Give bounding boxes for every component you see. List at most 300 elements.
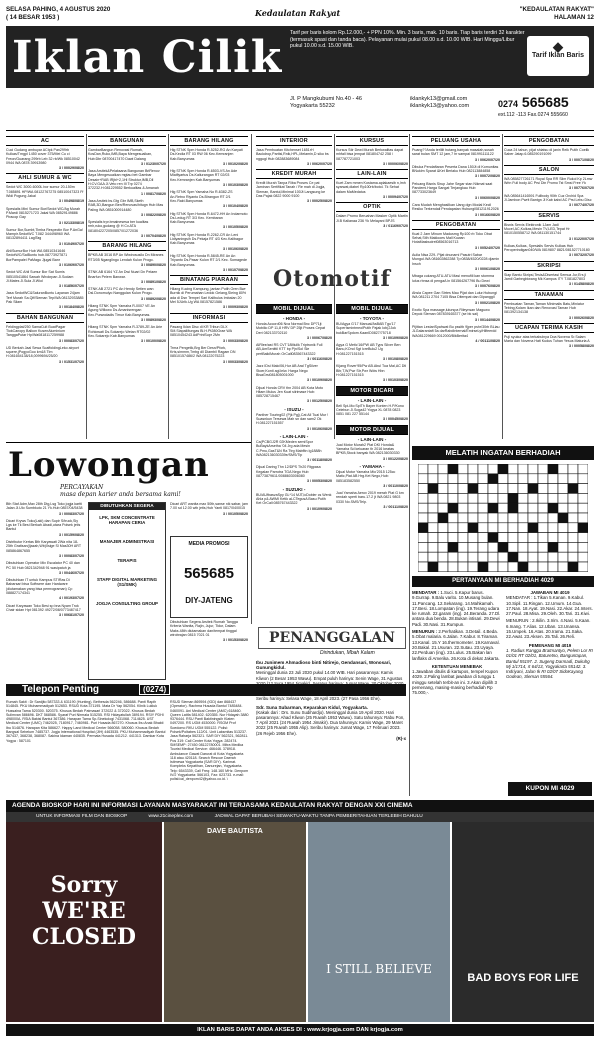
crossword-cell [568,533,578,543]
lowongan-column-3 [170,502,248,536]
skm-ad-box [88,502,166,680]
telepon-col2: RSUD Sleman 869594 (IGD) dan 868437 (Operator). Rachma Husada Bantul 7485484. 0460091. Ani Medical Center (AMC) 618460. Queen Latifa 581402. 620355. Nur Hidayah 3880 9376444. RSU Panti Baktiningsih Klaten 0497200. RS UGM 4530000. RSGM Prof Soedomo RKU UGM 555122. Polisi: Polsek/Poltabes 112/01. Unit Laksmitas 513237. Jasa Raharja 562321. SAR DIY 562321, 562811. Pos 319: Call Center Kota Yogya: 282474. SMSEMP: 27450 08122780001. Mitra Medika Tourist Medical Service: 466446. 378918. Ambulance Gawat Darurat di Kota Yogyakarta 118 atau 420118. Search Rescue Daerah Istimewa Yogyakarta (SAR DIY). Karimat. Kompleks Kepatihan, Danurejan, Yogyakarta. Telp: 6543339, Call Freq: 148.160 MHz. Denpom IV/2 Yogyakarta: 566103, Fax: 623733. e-mail: polisi/cal_denpom42@yahoo.co.id. \ [170,700,249,782]
phone-number [498,94,569,110]
ad-text: Hlg STNK Spm Honda R-6472-HH An Indarmoto Ds.Ledug RT 3/3 Kec. Kembaran Kab.Banyumas [170,211,248,225]
ad-code: 3 / 00109/08/20 [307,378,332,383]
pemenang-list: 1. Radius Rangga Bratmantyo, Pelem Lor RI 01/01 RT 02/01, Baturetno, Banguntapan, Bantul 55197. 2. Sugeng Darmadi, Dukuhg Mj 1/1714, rt 64/13, Yogyakarta 55142. 3. Indriyani, Jalan Ik RI 02/07 SidoKayang Godean, Sleman 55564. [506,647,593,680]
menurun-clues: 2.Perhatikan. 3.Detail. 4.Beda. 5.Obat malaria. 6.Jalan. 7.Kabur. 8.Tiraman. 13.Kanal. 15.Y 16.thermometer. 19.Karnaval. 20.Bakal. 21.Usuran. 22.Sutau. 23.Uyaya. 22.Perduan (ing). 23.Lulus. 25.Bakan lan lanflaks di Amerika. 26.Kota di dekat Jakarta. [412,629,500,661]
ad-text: Sedot WC Ahli Sumur Bor Sat Sumis 08510541864 Sawah Wirokrpan Jl.Sodam Jl.Mates Jl.Sula Jl.Wiol [6,270,74,283]
crossword-cell [498,542,508,552]
classified-ad [504,302,594,320]
classified-ad [88,287,166,301]
otomotif-honda-column [256,302,332,622]
crossword-cell [528,474,538,484]
crossword-cell [558,533,568,543]
ad-text: Dalam Promo Beruahan Masker Optik Martin Jl.B Kalianaa 236 Yk Melayani BPJS [336,214,408,223]
column-3 [170,134,248,439]
ad-text: Aulia Nisa 229- Pijat dnunarni Pasutri Sabar MunguI.WA 081602862288 Tp:0838/4520/0228 djamin Insoh [412,253,500,266]
crossword-cell [428,464,438,474]
classified-ad [336,148,408,166]
obituary-signature: (R)-x [396,735,406,741]
cinema-info-right: JADWAL DAPAT BERUBAH SEWAKTU-WAKTU TANPA PEMBERITAHUAN TERLEBIH DAHULU [214,814,423,819]
brand-subheading: - LAIN-LAIN - [357,436,387,442]
crossword-cell [428,523,438,533]
divider [409,134,410,796]
crossword-cell [418,493,428,503]
crossword-cell [448,464,458,474]
crossword-cell [578,542,588,552]
classified-ad [6,561,84,575]
column-section-heading: UCAPAN TERIMA KASIH [504,323,594,333]
crossword-cell [428,493,438,503]
crossword-cell [508,533,518,543]
crossword-cell [418,484,428,494]
crossword-cell [478,552,488,562]
ad-code: 3 / 00891/08/20 [141,279,166,284]
crossword-cell [498,513,508,523]
crossword-cell [538,523,548,533]
ad-text: Dijual Daring Thn 12/DPS Th20 Rtgpasa Kegalan Parrotra TGA Nego Hub 08773879611/0088603006080 [256,465,321,479]
lowongan-sub1: PERCAYAKAN [60,484,104,491]
crossword-cell [508,523,518,533]
ad-text: STNK AB 6164 YZ An Dwi Nuari Dn Pelaen Bnarfun Pelem Banwar. [88,270,158,279]
classified-ad [6,207,84,225]
brand-subheading: - SUZUKI - [282,486,306,492]
ad-code: 3 / 00620/07/20 [475,157,500,162]
column-section-heading: SKRIPSI [504,261,594,271]
ad-code: 3 / 00109/08/20 [383,335,408,340]
crossword-cell [538,503,548,513]
crossword-cell [548,562,558,572]
ad-code: 3 / 00116/08/20 [307,357,332,362]
ad-text: Siap Bantu Skripsi,Tesis&Disertasi Semua Jur,Ers jl Jamil Garbngbiwang Mk Kampus ITY T.081827803 [504,272,587,282]
column-section-heading: BARANG HILANG [170,136,248,146]
ad-text: Kuet Zam mmen Kostama.aplakaesib n,lmh syarwat,diabel Rp100rb/botol. Tk Sehat dalam MaMedatus [336,181,406,194]
tarif-logo-text: Tarif Iklan Baris [531,52,584,59]
ad-code: 3 / 00102/08/20 [223,161,248,166]
ad-text: BPKB AB 3016 BP An Wiwirosusilo Dn Miranes RT3/05 Nganglingo Lendah Kulon Progo. [88,253,164,262]
lowongan-column-3b [170,620,248,680]
crossword-cell [438,503,448,513]
classified-ad [336,181,408,199]
ad-text: Distributor Kertas Bth Karyawati 2Wa nita 18-25th Gratisan(Ijazah,Wb)0sige Sl Mas30H ART 085864867655 [6,540,81,553]
ad-text: Jasa Pembuatan Kitchenset 1651rH Backdrop,Partisi,Rnik,HPL,Melamin,D siko bs nggugl Hub 082883689084 [256,148,329,161]
divider [168,134,169,439]
ad-code: 3 / 00106/08/20 [307,426,332,431]
crossword-cell [418,562,428,572]
ad-code: 3 / 00067/08/20 [307,335,332,340]
classified-ad [256,322,332,340]
ad-code: 3 / 00524/07/20 [475,245,500,250]
crossword-cell [518,533,528,543]
ad-text: Mbaga cukang ATU-ATU Masi menufili kan stomma lulus rbnsa di pengaA ln 081564267796 Bu Dewi [412,274,494,283]
crossword-cell [498,533,508,543]
column-section-heading: PELUANG USAHA [412,136,500,146]
ad-text: Cara Mudah Menghasilkan Uang dgn Modal Kecil Resiko Terkendali Pendapatan Hubungi081211912026 [412,202,499,212]
crossword-cell [558,523,568,533]
crossword-heading: MELATIH INGATAN BERHADIAH [412,446,594,460]
classified-ad [88,270,166,284]
column-section-heading: MOTOR DICARI [336,386,408,396]
ad-text: Bisnis Servis Elektronik 1Jam Jadi Mucel,AC,Kulkas,Mesin TV,LED,Tepat Hr 0810150558712 WA 081130151744 [504,222,570,236]
crossword-cell [578,474,588,484]
crossword-cell [448,533,458,543]
crossword-cell [538,493,548,503]
classified-ad [504,177,594,191]
classified-ad [336,443,408,461]
crossword-cell [448,513,458,523]
crossword-cell [438,493,448,503]
crossword-cell [478,513,488,523]
crossword-cell [548,523,558,533]
obituary-title2: Sdr. Suna Subarman, Keparakan Kidul, Yogyakarta. [256,704,368,710]
classified-ad [88,199,166,217]
skm-ad-line: LPK, SKM CONCENTRATE HARAPAN CERIA [99,515,155,525]
ad-text: Puji syukur atas terkabulnya Doa Novena Sr.Salam Maria dan Novena Hati Kudus Tuhan Yesus Maturia A [504,334,590,344]
ad-text: Kredit Murah Tanpa Riba Proses Ce pat Jaminan Sertifikat Tanah / Re mah di Jogja, Sleman, Bantul,Minimal 100Jt Langsung ke Das Pajak 0822 9000 9100 [256,181,326,199]
crossword-cell [578,484,588,494]
crossword-cell [418,464,428,474]
crossword-cell [568,474,578,484]
crossword-cell [448,552,458,562]
ad-text: Kulkas,Kulkas, Spesialis Servis Kulkas Hub Peroperindigan040/WA 0819807 8821/081527710180 [504,243,590,253]
crossword-cell [458,474,468,484]
column-2 [88,134,166,439]
ad-code: 3 / 00125/08/20 [307,399,332,404]
ad-text: Jual Motor Murah2 Plat DKI Honda& Yamaha Sd keluaran th 2016 keatas BPKB,Stock banyak WA 082136030330 [336,442,400,456]
obituary-text [256,660,406,796]
classified-ad [256,440,332,462]
ad-code: 3 / 00083/07/20 [59,553,84,558]
ad-code: 3 / 00776/07/20 [569,186,594,191]
ad-text: Ahsla Capee Gan Strtes Mau Pijat dan Lulur.Hubungi WA 081211 2704 7105 Bisa Ditempat dan Dipanggil [412,291,497,300]
classified-ad [6,185,84,203]
crossword-cell [518,562,528,572]
cinema-url[interactable]: www.21cineplex.com [148,814,194,819]
ad-code: 3 / 00100/08/20 [141,339,166,344]
ad-text: UD Berkah Jaal Sewa ScaffoldingLeko airport squere,jPogyoGoo km18 Tlm H.081654138/18,0099694/25/20 [6,345,79,359]
ad-text: Hilang STNK Spm Yamaha R-3789-ZE An Arie Rohiowati Ds.Sokarejo Wetan RT02/02 Kec.Sokarejo Kab.Banyumas [88,325,163,338]
ad-text: Dicari Karyawan Toko Besi sp bna Nyam Trok Chair sidan Hpt 081392 49272/08/0773487417 [6,603,81,612]
ad-code: 3 / 00893/08/20 [141,317,166,322]
ad-code: 3 / 00104/08/20 [223,204,248,209]
crossword-cell [528,503,538,513]
ad-code: 3 / 00498/08/19 [59,199,84,204]
brand-subheading: - HONDA - [282,316,306,321]
crossword-cell [448,503,458,513]
crossword-cell [458,484,468,494]
ad-text: Bth Staf Adm,Max 28th Dtg,Lsg Toko jogja kartti Jalan Jl.Ulo Sumbkuto 21 Yk.Hub 0857/04/5438 [6,502,83,511]
crossword-cell [458,533,468,543]
divider [86,134,87,439]
ad-code: 3 / 00094/07/20 [383,195,408,200]
crossword-cell [528,493,538,503]
ad-code: 3 / 00704/08/20 [141,234,166,239]
crossword-cell [558,503,568,513]
crossword-cell [418,503,428,513]
crossword-cell [428,503,438,513]
ad-text: BU/Agya G'17 Manual/AsBAB Tgu'17 SuperIsmintmeolPutih Pajak Iob(2Jok bukBarSpdom.KaanID0827/75718 [336,322,396,335]
ad-text: Dicari Kryws Toko(Laki) dan Supir S/truck,Siy Lgs ke Tk Besi Berkah Abadi,utara Polsek jetis Bantul [6,518,81,532]
crossword-cell [488,542,498,552]
crossword-cell [558,474,568,484]
ad-text: Spesialis Mini Sumur Bor/Sedot WC/Ag Murah P.Mardi 0815271723 Jakal WA 08529149886 Piracop Gay [6,206,81,220]
tarif-logo [527,36,589,76]
crossword-cell [428,484,438,494]
crossword-cell [548,552,558,562]
poster-xxi-closed [6,822,162,1022]
classified-ad [412,325,500,343]
kupon-box: KUPON MI 4029 [508,782,592,796]
classified-ad [6,540,84,558]
crossword-cell [578,513,588,523]
crossword-cell [478,533,488,543]
cinema-info-bar [6,812,594,822]
classified-ad [6,148,84,170]
skm-ad-lines [89,510,165,622]
paper-name: Kedaulatan Rakyat [255,8,341,18]
ad-code: 3 / 00681/07/20 [59,613,84,618]
classified-ad [6,604,84,618]
crossword-cell [558,542,568,552]
column-section-heading: TANAMAN [504,290,594,300]
crossword-cell [558,493,568,503]
classified-ad [256,148,332,166]
crossword-cell [538,464,548,474]
crossword-cell [478,464,488,474]
classified-ad [336,364,408,382]
classified-ad [88,169,166,196]
crossword-cell [508,484,518,494]
crossword-cell [498,523,508,533]
crossword-cell [498,552,508,562]
crossword-cell [478,474,488,484]
ad-text: Jasa Arsitek bs.Gtg Gbr IMB,Sketh RAB,3D,Bangun Ben/Renovas/hitugn Hub Mas Paling WA 0851000914480 [88,198,164,212]
ad-text: Cuca 24 tahun, pijat shiatsu di janin Reik Putih Coelik Saber Jatap.6.085290191099 [504,148,590,157]
classified-ad [412,203,500,217]
menurun-title: MENURUN : [412,629,438,635]
skm-ad-line: JOGJA CONSULTING GROUP [96,601,158,606]
crossword-cell [528,484,538,494]
phone-prefix: 0274 [498,99,519,109]
poster-i-still-believe-text: I STILL BELIEVE [326,962,432,976]
divider [6,442,251,443]
skm-ad-line: TERAPIS [117,558,137,563]
crossword-cell [488,484,498,494]
ad-text: Jazz IDsi Malc/06,Hur AB Aral TgSilver Stoer,Konti agl.lelw. Harga Nego BisaGrsi081805001000 [256,364,318,377]
column-section-heading: AC [6,136,84,146]
penanggalan-subheading: Dirindukan, Mbah Kalam [320,650,375,656]
crossword-cell [438,533,448,543]
penanggalan-heading: PENANGGALAN [258,627,406,649]
ad-text: Honda Accord06 Nva Normal Bnc DP71jt Mobilio DP 11,8 HRV DP 25jt Proses Cepat Deri 082133702110 [256,322,326,335]
crossword-cell [488,533,498,543]
crossword-cell [488,503,498,513]
crossword-cell [438,484,448,494]
classified-ad [256,343,332,361]
column-section-heading: BAHAN BANGUNAN [6,313,84,323]
column-4 [256,134,332,264]
crossword-cell [448,542,458,552]
ad-code: 3 / 00033/08/20 [223,338,248,343]
crossword-cell [558,484,568,494]
ad-code: 3 / 00072/08/20 [475,174,500,179]
crossword-cell [458,542,468,552]
telepon-area-code: (0274) [139,684,170,695]
lowongan-heading: Lowongan [8,445,210,485]
ad-text: Panther Touring02 (Pjk Pgj),Cat All Tuai Mur ! Suasnkun Tersewa Mah sn dan sam2 Ok H.081227151557 [256,412,329,426]
ad-text: BU/AUfbasvaSpy GL*14 MJT,lcDobler cs Wenk Ahla p& AWMI Ketik aLCTegusA Basu Putih Ket OrCall:085767443322 [256,492,332,506]
classified-ad [6,249,84,267]
crossword-cell [528,542,538,552]
crossword-cell [468,562,478,572]
crossword-cell [488,464,498,474]
crossword-cell [508,503,518,513]
ad-text: Kuat 2 Jam Minum Madusmg Rp100 rb Toko Obat Sehat,Stlh Maklooes Mall Kuwan HotaMasbudrel08563016713 [412,231,492,245]
ad-text: Jasa SedotWC&SaluranBuntu Layanan 24jam Terf Murah Sa.Qif/Sleman Tep/WA 08132933885 Pak Silam [6,291,84,305]
ad-code: 4 / 00193/07/20 [59,596,84,601]
crossword-cell [468,513,478,523]
emails [410,96,469,110]
classified-ad [336,214,408,228]
ad-text: Kursus Stir Dewi Murah Berkwalitas dapat mhfall bisa jempat 081804742 258 / 087787721003 [336,148,404,161]
crossword-cell [458,464,468,474]
ad-text: Spesialis trpr.bmalnesesa ber kualitas rmh,ruko,gudang @ H Cv.ATA 081804227205/0857/01272036 [88,220,149,233]
crossword-cell [548,493,558,503]
crossword-cell [578,503,588,513]
ad-code: 3 / 00122/08/20 [383,456,408,461]
slogan: "KEDAULATAN RAKYAT" [519,6,594,13]
crossword-cell [558,552,568,562]
divider [251,134,252,624]
ad-text: Beli Spi-Mo:SpiTh Bayer Konten H.P/Kono Celebun Jl.Soga42 Yogya XL 0878 0823 0851 081 227 55144 [336,403,404,417]
ad-text: Dibuka Pendaftaran Peserta Dana 150Jt di Komunitas BNuklm Syarat &Ket Berlaku Hub 082113884858 [412,164,499,174]
classified-ad [412,148,500,162]
crossword-cell [568,484,578,494]
crossword-cell [568,523,578,533]
crossword-clues [412,590,502,780]
crossword-cell [428,513,438,523]
ad-code: 3 / 00108/08/20 [383,357,408,362]
ad-code: 3 / 00620/07/20 [307,161,332,166]
crossword-cell [468,464,478,474]
crossword-cell [478,493,488,503]
poster-bad-boys [452,822,594,1022]
ad-text: Hilang Kucing Kampung, jantan Putih Oren Bwr Burnik di Perumahan Ledok Gelang,Sleing 80% ada di Dsn Tempel Sari Kalibulus Imbalan 20 Mei 5JUrlk.Ug WA 08157821586 [170,287,247,305]
classified-ad [504,335,594,349]
email-link1[interactable]: iklankyk13@gmail.com [410,96,468,102]
ad-text: Kijang Rover'95/Pw AB.Abul Tua Mal,AC Dtl Bltr,T,W,Pwr Str,Pwr Wdw Hbn H:081227151515 [336,364,407,377]
classified-ad [6,578,84,600]
classified-ad [504,273,594,287]
ad-code: 3 / 00058/08/20 [569,344,594,349]
crossword-cell [458,562,468,572]
crossword-cell [428,542,438,552]
ad-code: 3 / 01230/07/20 [141,161,166,166]
ad-text: AIRlee/ast RS CVT'18Mullk Triptronik Full AB,AmSenittil KTT bp Pjn/Sol Sle pertBaikIMurah OrCall083567443322 [256,343,323,356]
crossword-cell [438,513,448,523]
ad-code: 3 / 01069/07/20 [59,262,84,267]
telepon-title: Telepon Penting [22,684,100,695]
crossword-cell [528,533,538,543]
ad-text: Agya G Metic'16/PW AB Typs Silver Ben Banu,KOnd Sgt IcreBulu2 Ug H:081227151515 [336,343,401,356]
crossword-cell [518,493,528,503]
pemenang-title: PEMENANG MI 4019 [528,642,572,648]
ad-text: Dijual Motor Yamaha Mio'2015 125cc Matic,Plat AB Hrg.Ket Nego,Hub: 085183582550 [336,469,396,483]
crossword-cell [538,513,548,523]
classified-ad [170,287,248,309]
brand-subheading: - LAIN-LAIN - [357,397,387,403]
crossword-cell [488,493,498,503]
ad-code: 3 / 00892/08/20 [141,296,166,301]
classified-ad [412,165,500,179]
crossword-cell [508,513,518,523]
classified-ad [256,181,332,203]
classified-ad [6,519,84,537]
ad-code: 3 / 00732/07/20 [569,253,594,258]
ad-code: 3 / 00103/08/20 [383,378,408,383]
promo-phone: 565685 [183,565,235,582]
crossword-questions-heading: PERTANYAAN MI BERHADIAH 4029 [412,576,594,587]
classified-ad [170,502,248,516]
contact-box [290,92,594,130]
column-section-heading: MOBIL DIJUAL [336,304,408,314]
ad-text: Hlg STNK Spm Yamaha No R-6382-ZS An.Retno Riyanto Ds.Birangun RT 2/1 Kec.Rakt.Banyumas [170,190,233,203]
phone-main: 565685 [521,94,569,110]
ad-code: 3 / 00107/08/20 [223,267,248,272]
brand-subheading: - LAIN-LAIN - [279,433,309,439]
crossword-cell [508,474,518,484]
obituary-body: Meninggal dunia 23 Juli 2020 pukul 14.00 WIB. Hari pasarannya: Kamis Kliwon (2 Besar 1953 Wawu). Empat puluh harinya: Senin Wage, 31 Agustus Seribu harinya: Selasa Wage, 18 April 2023. (27 Pasa 1956 Ehe). [256,670,403,702]
lowongan-column-1 [6,502,84,680]
crossword-cell [518,542,528,552]
crossword-cell [568,503,578,513]
ad-code: 3 / 00110/08/20 [383,483,408,488]
classified-ad [170,190,248,208]
ad-text: WA 085827726171 Royal Spa RR Slim Rukol Kp 2Lmw Wrin Full body AC Prsi Din Promo Tst Smsi Free Yk [504,176,593,186]
column-6 [412,134,500,439]
mendatar-clues: 1.Suci. 5.Kapur barus. 9.Gurrap. 9.Balu varito. 10.Musang bulan. 11.Pancang. 12.Sekarang. 14.Mahkamah. 17.Besi. 18.Lompatan (ing). 19.Terang udara ke rumah. 22.garam (ing). 24.Beranda. 27.Dl. antara dua benda. 28.Bukan intisari. 29.Dewi Padi. 30.Nasi. 31.Rumpun. [412,590,501,627]
telepon-col1: Rumah Sakit : Dr Sardjito 587333 & 631190 (Hunting). Bethesda 562246, 586688. Panti Rapih 514845. PKU Muhammadiyah 512653. RSUD Kota 371195. Mata Dr Yap 562054. Klinik Lukluk Hussaina Tama 520300. 520375. Khusus Bedah Patmasari 372022 & 372022. Khusus Bedah Sulimvan 586696. DKT 568586. Syaraf Puri Nirmala 515255. RSI Hidayatullah 389194. RSIY PDHI 498000A. RSIA Bakisi Bantul 367386. Harapan Tama Sp-Sinekologi 7431068. 7114625. UST Medical Center (UMC) 7462025, 7180917, 7460981. Puri Husada 867270. Khusus Ibu Anak Bhakti Ibu 514876. Harapan Kita 586627. Happy Land Medical Center 566058. 580060. Khusus Bedah Bangsal Sebelum 7485737. Jogja International Hospital (JIH) 4463535. PKU Muhammadiyah Bantul 367437, 368238, 368087. Sakina Idaman 440835. Permata Husada 441212. 441313. Damkar Kota Yogya : 587101 [6,700,166,743]
crossword-cell [458,503,468,513]
ad-code: 3 / 00021/08/20 [475,300,500,305]
crossword-cell [428,474,438,484]
classified-ad [336,404,408,422]
crossword-cell [538,484,548,494]
jawaban-title: JAWABAN MI 4019 [530,590,570,595]
ad-text: Sedot WC 3000-6000L bor sumur 20-150m T.085891 HP/WA 08122767275 08510047323 Ff Widi Pogung Jakal [6,185,84,199]
crossword-cell [428,533,438,543]
crossword-cell [488,474,498,484]
crossword-cell [478,523,488,533]
ad-code: 3 / 00109/08/20 [307,506,332,511]
crossword-cell [568,513,578,523]
promo-label: DIY-JATENG [185,596,233,605]
column-section-heading: SALON [504,165,594,175]
classified-ad [88,325,166,343]
ad-text: Exotic Spa massage,lulurspa Rileynsan Maguwo Depok Sleman 087839165377 (se bk sai) [412,308,490,317]
ad-code: 1 / 00817/08/20 [141,191,166,196]
crossword-cell [578,562,588,572]
email-link2[interactable]: iklankyk13@yahoo.com [410,103,470,109]
column-section-heading: BANGUNAN [88,136,166,146]
ad-code: 3 / 00083/07/20 [59,511,84,516]
crossword-cell [568,552,578,562]
ad-code: 3 / 00076/08/20 [475,283,500,288]
otomotif-toyota-column [336,302,408,622]
crossword-cell [418,513,428,523]
crossword-cell [438,464,448,474]
